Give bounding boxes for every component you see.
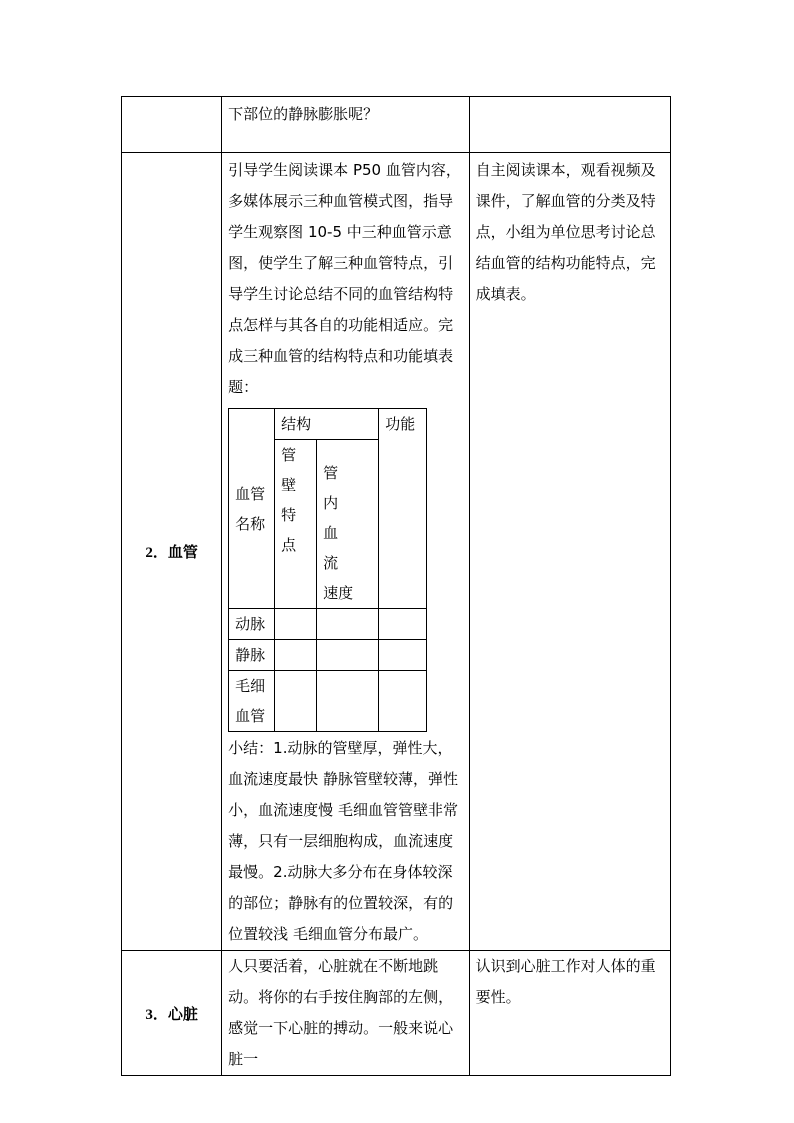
vessel-fill-table [228,408,427,732]
student-text: 认识到心脏工作对人体的重要性。 [475,957,656,1006]
header-structure: 结构 [275,409,379,440]
header-vessel-name: 血管 名称 [229,409,275,609]
topic-cell [122,951,222,1076]
header-function: 功能 [379,409,427,609]
blank-cell [275,671,317,732]
blank-cell [317,640,379,671]
row-label-artery: 动脉 [229,609,275,640]
table-row [122,951,671,1076]
table-row [229,671,427,732]
topic-label: 2．血管 [145,545,198,561]
topic-label: 3．心脏 [145,1006,198,1023]
teacher-activity-cell [222,153,469,951]
teacher-text: 引导学生阅读课本 P50 血管内容，多媒体展示三种血管模式图，指导学生观察图 10-5 中三种血管示意图，使学生了解三种血管特点，引导学生讨论总结不同的血管结构特点怎样与其各自的功能相适应。完成三种血管的结构特点和功能填表题： [228,161,461,396]
table-row [229,409,427,440]
topic-cell [122,153,222,951]
header-flow-speed: 管内 血流 速度 [317,440,379,609]
blank-cell [275,640,317,671]
lesson-plan-table [121,96,671,1076]
blank-cell [379,671,427,732]
table-row [229,609,427,640]
student-activity-cell [469,153,670,951]
student-text: 自主阅读课本，观看视频及课件，了解血管的分类及特点，小组为单位思考讨论总结血管的结构功能特点，完成填表。 [475,161,656,303]
teacher-text: 人只要活着，心脏就在不断地跳动。将你的右手按住胸部的左侧，感觉一下心脏的搏动。一般来说心脏一 [228,957,454,1068]
student-activity-cell [469,97,670,153]
blank-cell [379,640,427,671]
topic-cell [122,97,222,153]
blank-cell [317,609,379,640]
teacher-activity-cell [222,951,469,1076]
row-label-vein: 静脉 [229,640,275,671]
summary-text: 小结：1.动脉的管壁厚，弹性大，血流速度最快 静脉管壁较薄，弹性小，血流速度慢 毛细血管管壁非常薄，只有一层细胞构成，血流速度最慢。2.动脉大多分布在身体较深的部位；静脉有的位置较深，有的位置较浅 毛细血管分布最广。 [228,739,458,943]
blank-cell [275,609,317,640]
table-row [122,153,671,951]
blank-cell [317,671,379,732]
teacher-text: 下部位的静脉膨胀呢？ [228,105,379,123]
table-row [122,97,671,153]
blank-cell [379,609,427,640]
student-activity-cell [469,951,670,1076]
teacher-activity-cell [222,97,469,153]
header-wall-features: 管 壁 特 点 [275,440,317,609]
table-row [229,640,427,671]
row-label-capillary: 毛细 血管 [229,671,275,732]
